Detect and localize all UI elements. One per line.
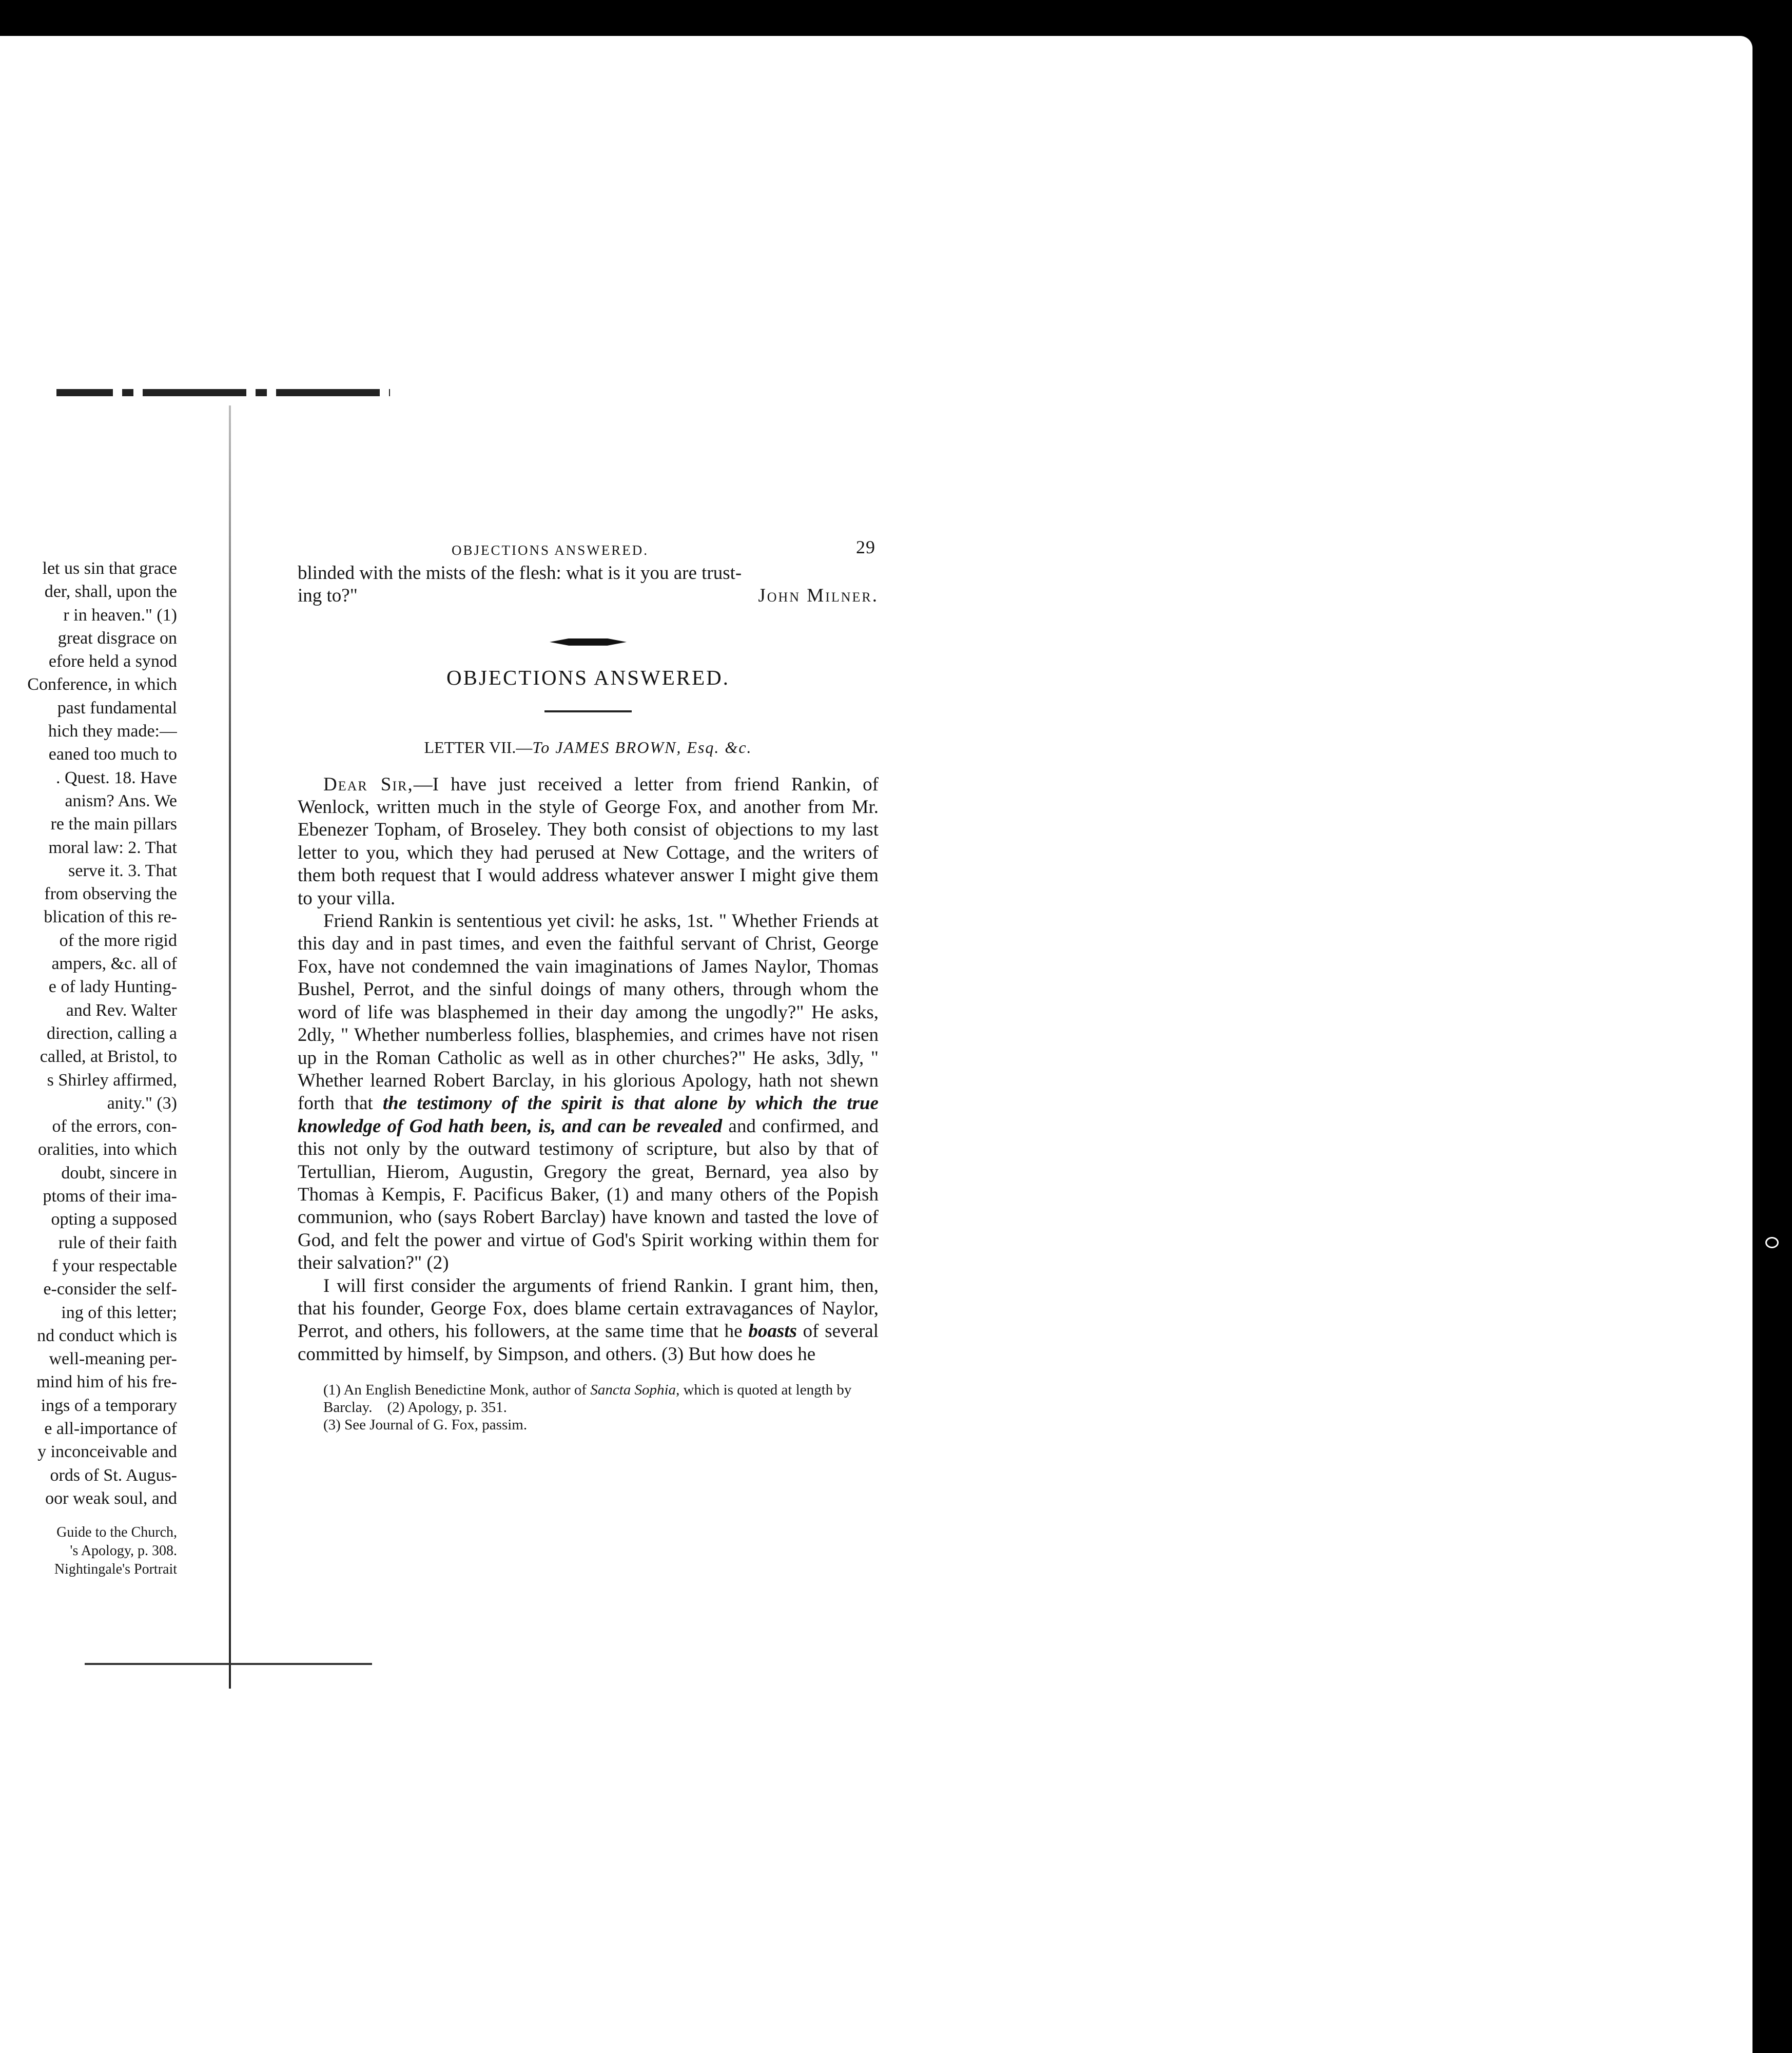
- section-title: OBJECTIONS ANSWERED.: [446, 665, 730, 689]
- previous-page-lines: [0, 557, 177, 1510]
- carryover-line-2: ing to?": [298, 585, 358, 607]
- previous-page-fragment: [0, 557, 177, 1579]
- fragment-footnote: Nightingale's Portrait: [54, 1561, 177, 1578]
- fragment-line: serve it. 3. That: [68, 861, 177, 880]
- fragment-line: let us sin that grace: [42, 559, 177, 578]
- fragment-line: nd conduct which is: [37, 1326, 177, 1345]
- fragment-line: s Shirley affirmed,: [47, 1070, 177, 1090]
- fragment-line: oralities, into which: [37, 1140, 177, 1159]
- fragment-line: oor weak soul, and: [45, 1488, 177, 1508]
- binding-rule-top: [56, 389, 390, 396]
- fragment-line: f your respectable: [52, 1256, 177, 1275]
- fragment-line: e of lady Hunting-: [48, 977, 177, 997]
- fragment-line: rule of their faith: [58, 1233, 177, 1252]
- fragment-line: opting a supposed: [51, 1210, 177, 1229]
- fragment-line: from observing the: [44, 884, 177, 904]
- fragment-footnote: Guide to the Church,: [56, 1524, 177, 1541]
- page-number: 29: [856, 537, 875, 557]
- fragment-line: anity." (3): [107, 1093, 177, 1113]
- paragraph-2: [298, 910, 879, 1275]
- fragment-line: anism? Ans. We: [65, 791, 177, 810]
- paragraph-1: [298, 773, 879, 910]
- fragment-line: called, at Bristol, to: [40, 1047, 177, 1067]
- footnote-1: [323, 1381, 879, 1416]
- letter-recipient: To JAMES BROWN, Esq. &c.: [532, 738, 752, 757]
- paragraph-2-text-b: and confirmed, and this not only by the outward testimony of scripture, but also by that of Tertullian, Hierom, Augustin, Gregory the great, Bernard, yea also by Thomas à Kempis, F. Pacificus Baker, (1) and many others of the Popish communion, who (says Robert Barclay) have known and tasted the love of God, and felt the power and virtue of God's Spirit working within them for their salvation?" (2): [298, 1115, 879, 1274]
- fragment-line: moral law: 2. That: [48, 838, 177, 857]
- fragment-line: . Quest. 18. Have: [55, 768, 177, 787]
- fragment-line: re the main pillars: [50, 815, 177, 834]
- fragment-line: ords of St. Augus-: [50, 1465, 177, 1485]
- ornament-divider: [550, 638, 627, 646]
- fragment-line: of the errors, con-: [52, 1117, 177, 1136]
- footnote-3: (3) See Journal of G. Fox, passim.: [323, 1417, 528, 1434]
- scan-edge-mark: [1765, 1237, 1779, 1248]
- footnote-2: (2) Apology, p. 351.: [387, 1399, 507, 1416]
- paragraph-1-text: —I have just received a letter from friend Rankin, of Wenlock, written much in the style of George Fox, and another from Mr. Ebenezer Topham, of Broseley. They both consist of objections to my last letter to you, which they had perused at New Cottage, and the writers of them both request that I would address whatever answer I might give them to your villa.: [298, 773, 879, 909]
- signature: John Milner.: [758, 585, 879, 607]
- paragraph-2-text-a: Friend Rankin is sententious yet civil: he asks, 1st. " Whether Friends at this day and in past times, and even the faithful servant of Christ, George Fox, have not condemned the vain imaginations of James Naylor, Thomas Bushel, Perrot, and the sinful doings of many others, through whom the word of life was blasphemed in their day among the ungodly?" He asks, 2dly, " Whether numberless follies, blasphemies, and crimes have not risen up in the Roman Catholic as well as in other churches?" He asks, 3dly, " Whether learned Robert Barclay, in his glorious Apology, hath not shewn forth that: [298, 911, 879, 1114]
- footnote-1-text-b: , which is quoted at length by Barclay.: [323, 1382, 852, 1416]
- fragment-line: great disgrace on: [57, 628, 177, 648]
- fragment-line: and Rev. Walter: [66, 1000, 177, 1020]
- binding-rule-bottom: [85, 1663, 372, 1665]
- carryover-line-1: blinded with the mists of the flesh: what is it you are trust-: [298, 563, 742, 584]
- fragment-line: direction, calling a: [47, 1023, 177, 1043]
- fragment-line: hich they made:—: [48, 722, 177, 741]
- carryover-signature-line: [298, 585, 879, 607]
- running-head-title: OBJECTIONS ANSWERED.: [452, 543, 649, 558]
- page-29: [298, 536, 879, 1434]
- fragment-line: ing of this letter;: [61, 1303, 177, 1322]
- footnotes: [298, 1381, 879, 1434]
- letter-heading: [298, 736, 879, 759]
- fragment-line: Conference, in which: [27, 675, 177, 694]
- fragment-line: past fundamental: [57, 698, 177, 718]
- fragment-line: of the more rigid: [59, 931, 177, 950]
- fragment-line: doubt, sincere in: [61, 1163, 177, 1183]
- fragment-line: e-consider the self-: [43, 1280, 177, 1299]
- fragment-line: der, shall, upon the: [44, 582, 177, 602]
- fragment-line: ings of a temporary: [41, 1396, 177, 1415]
- paragraph-2-emphasis: the testimony of the spirit is that alone by which the true knowledge of God hath been, is, and can be revealed: [298, 1093, 879, 1137]
- letter-number: LETTER VII.—: [424, 738, 533, 757]
- running-head: [298, 536, 879, 562]
- gutter-line: [229, 405, 231, 1689]
- fragment-line: y inconceivable and: [37, 1442, 177, 1462]
- salutation: Dear Sir,: [323, 773, 414, 795]
- paragraph-3-text-a: I will first consider the arguments of friend Rankin. I grant him, then, that his founder, George Fox, does blame certain extravagances of Naylor, Perrot, and others, his followers, at the same time that he: [298, 1275, 879, 1342]
- fragment-line: ptoms of their ima-: [43, 1187, 177, 1206]
- paragraph-3: [298, 1275, 879, 1366]
- fragment-line: blication of this re-: [44, 907, 177, 927]
- footnote-1-title: Sancta Sophia: [590, 1382, 676, 1399]
- section-rule: [544, 710, 632, 712]
- fragment-line: efore held a synod: [48, 652, 177, 671]
- fragment-line: well-meaning per-: [49, 1349, 177, 1369]
- fragment-line: eaned too much to: [48, 745, 177, 764]
- fragment-line: mind him of his fre-: [36, 1372, 177, 1392]
- paragraph-3-text-b: of several committed by himself, by Simpson, and others. (3) But how does he: [298, 1321, 879, 1365]
- footnote-1-text-a: (1) An English Benedictine Monk, author of: [323, 1382, 591, 1399]
- scanned-page: [0, 36, 1752, 2053]
- fragment-line: e all-importance of: [44, 1419, 177, 1438]
- paragraph-3-emphasis: boasts: [748, 1321, 797, 1342]
- fragment-footnote: 's Apology, p. 308.: [70, 1543, 177, 1559]
- fragment-line: ampers, &c. all of: [51, 954, 177, 974]
- fragment-line: r in heaven." (1): [63, 605, 177, 625]
- previous-page-footnotes: [0, 1523, 177, 1579]
- body-text: [298, 562, 879, 1366]
